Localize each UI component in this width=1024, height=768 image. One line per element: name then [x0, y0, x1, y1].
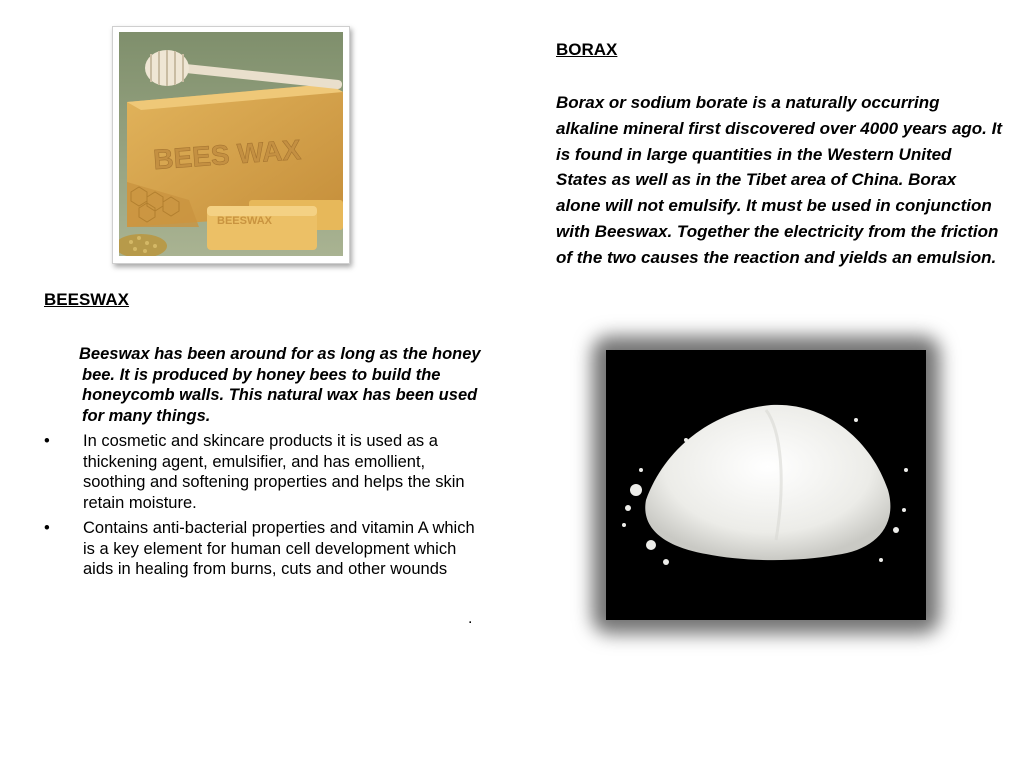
list-item: [44, 518, 484, 580]
beeswax-image: [119, 32, 343, 256]
bullet-mark: •: [44, 519, 50, 537]
bullet-text: In cosmetic and skincare products it is used as a thickening agent, emulsifier, and has emollient, soothing and softening properties and helps the skin retain moisture.: [83, 432, 465, 512]
beeswax-heading: BEESWAX: [44, 290, 130, 309]
bullet-mark: •: [44, 432, 50, 450]
beeswax-embossed-text: BEES WAX: [152, 134, 302, 176]
trailing-dot: .: [468, 610, 473, 627]
beeswax-photo: [112, 26, 350, 264]
borax-heading: BORAX: [556, 40, 618, 59]
list-item: [44, 431, 484, 513]
borax-paragraph: Borax or sodium borate is a naturally occurring alkaline mineral first discovered over 4000 years ago. It is found in large quantities in the Western United States as well as in the Tibet area of China. Borax alone will not emulsify. It must be used in conjunction with Beeswax. Together the electricity from the friction of the two causes the reaction and yields an emulsion.: [556, 93, 1003, 267]
borax-photo: [606, 350, 926, 620]
bullet-text: Contains anti-bacterial properties and vitamin A which is a key element for human cell development which aids in healing from burns, cuts and other wounds: [83, 519, 475, 578]
small-bar-text: BEESWAX: [217, 215, 273, 227]
beeswax-intro: Beeswax has been around for as long as the honey bee. It is produced by honey bees to build the honeycomb walls. This natural wax has been used for many things.: [79, 345, 481, 425]
borax-powder-image: [606, 350, 926, 620]
beeswax-bullet-list: [44, 431, 484, 585]
